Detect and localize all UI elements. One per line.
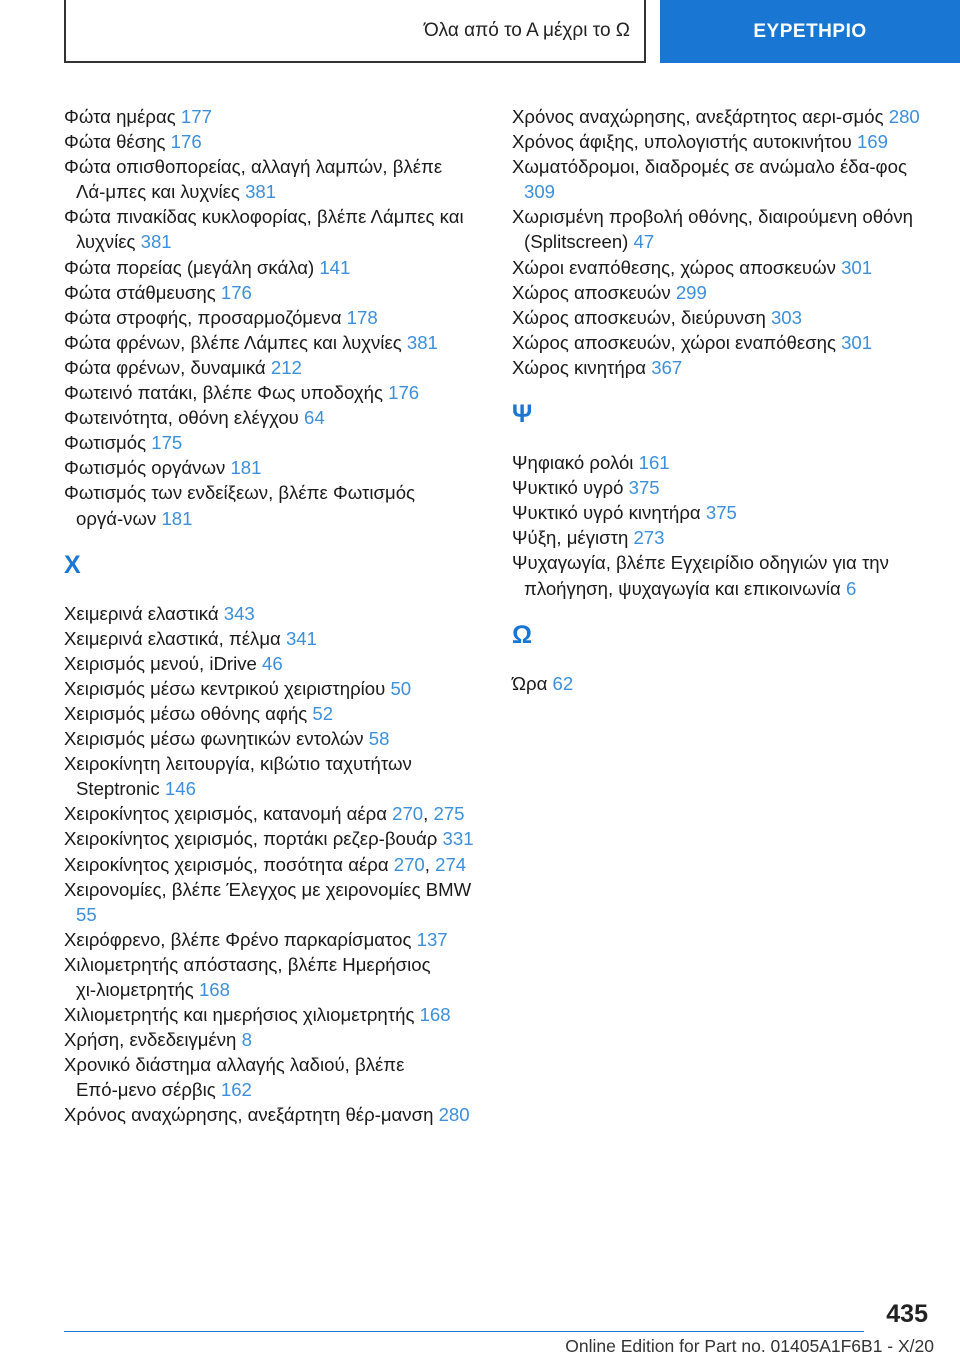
index-entry-text: Χωματόδρομοι, διαδρομές σε ανώμαλο έδα‑φος	[512, 156, 907, 178]
tab-index[interactable]	[660, 0, 960, 63]
page-reference-link[interactable]: 341	[285, 627, 317, 649]
index-entry-text: Χειρόφρενο, βλέπε Φρένο παρκαρίσματος	[64, 928, 417, 950]
index-entry	[64, 701, 484, 726]
index-entry	[64, 826, 484, 851]
index-entry	[512, 355, 932, 380]
page-reference-link[interactable]: 381	[140, 231, 172, 253]
page-number: 435	[886, 1300, 928, 1328]
page-reference-link[interactable]: 273	[633, 527, 665, 549]
index-entry	[64, 104, 484, 129]
index-entry	[64, 380, 484, 405]
page-header	[0, 0, 960, 66]
index-entry	[512, 204, 932, 254]
page-reference-link[interactable]: 177	[180, 106, 212, 127]
index-entry	[512, 129, 932, 154]
index-entry-text: Φωτεινότητα, οθόνη ελέγχου	[64, 407, 305, 429]
index-entry-text: Ψυκτικό υγρό	[512, 477, 629, 499]
index-entry-text: Φώτα στάθμευσης	[64, 281, 221, 303]
index-entry-text: Χρόνος άφιξης, υπολογιστής αυτοκινήτου	[512, 131, 857, 153]
index-entry-text: Χειμερινά ελαστικά, πέλμα	[64, 627, 286, 649]
section-letter-chi: X	[64, 550, 81, 579]
index-entry	[512, 280, 932, 305]
index-entry	[64, 129, 484, 154]
page-ref-separator: ,	[423, 803, 434, 825]
page-reference-link[interactable]: 161	[638, 452, 670, 474]
page-reference-link[interactable]: 275	[433, 803, 465, 825]
page-reference-link[interactable]: 301	[841, 331, 873, 353]
index-entry	[64, 1027, 484, 1052]
index-entry	[64, 751, 484, 801]
page-reference-link[interactable]: 52	[312, 702, 334, 724]
page-reference-link[interactable]: 176	[388, 382, 420, 404]
index-entry	[64, 480, 484, 530]
index-entry-text: Ψύξη, μέγιστη	[512, 527, 634, 549]
index-entry-text: Χώρος κινητήρα	[512, 356, 652, 378]
index-entry-text: Φώτα φρένων, βλέπε Λάμπες και λυχνίες	[64, 331, 407, 353]
index-entry-text: Ψυχαγωγία, βλέπε Εγχειρίδιο οδηγιών για την πλοήγηση, ψυχαγωγία και επικοινωνία	[512, 552, 889, 599]
index-entry-text: Φωτισμός	[64, 432, 152, 454]
index-entry-text: Χώρος αποσκευών, χώροι εναπόθεσης	[512, 331, 842, 353]
page-reference-link[interactable]: 280	[888, 106, 920, 127]
index-entry-text: Χειροκίνητη λειτουργία, κιβώτιο ταχυτήτων Steptronic	[64, 753, 412, 800]
index-entry-text: Ψηφιακό ρολόι	[512, 452, 639, 474]
index-entry-text: Χειρονομίες, βλέπε Έλεγχος με χειρονομίες BMW	[64, 878, 472, 900]
page-ref-separator: ,	[424, 853, 436, 875]
index-entry-text: Ψυκτικό υγρό κινητήρα	[512, 502, 706, 524]
page-reference-link[interactable]: 303	[770, 306, 802, 328]
index-entry-text: Φώτα ημέρας	[64, 106, 181, 127]
tab-a-to-z-label: Όλα από το Α μέχρι το Ω	[423, 19, 630, 41]
index-entry	[64, 626, 484, 651]
index-entry-text: Χειρισμός μενού, iDrive	[64, 652, 263, 674]
entries-omega	[512, 671, 932, 696]
page-reference-link[interactable]: 64	[304, 407, 325, 429]
index-entry	[64, 927, 484, 952]
index-entry-text: Χειρισμός μέσω κεντρικού χειριστηρίου	[64, 677, 391, 699]
index-entry-text: Χρόνος αναχώρησης, ανεξάρτητη θέρ‑μανση	[64, 1104, 439, 1126]
index-entry	[64, 877, 484, 927]
index-entry-text: Φωτισμός οργάνων	[64, 457, 231, 479]
section-letter-omega: Ω	[512, 620, 533, 649]
entries-psi	[512, 450, 932, 601]
index-entry-text: Χειρισμός μέσω φωνητικών εντολών	[64, 728, 369, 750]
index-entry	[512, 450, 932, 475]
page-reference-link[interactable]: 343	[223, 602, 255, 624]
tab-index-label: ΕΥΡΕΤΗΡΙΟ	[753, 20, 867, 42]
page-reference-link[interactable]: 8	[241, 1029, 252, 1051]
index-entry	[64, 1052, 484, 1102]
index-entry-text: Φώτα στροφής, προσαρμοζόμενα	[64, 306, 347, 328]
index-entry	[512, 550, 932, 600]
page-reference-link[interactable]: 367	[651, 356, 683, 378]
index-entry-text: Φωτισμός των ενδείξεων, βλέπε Φωτισμός οργά‑νων	[64, 482, 416, 529]
index-entry-text: Φώτα πινακίδας κυκλοφορίας, βλέπε Λάμπες και λυχνίες	[64, 206, 464, 253]
index-entry	[64, 601, 484, 626]
page-reference-link[interactable]: 331	[442, 828, 474, 850]
index-entry	[64, 430, 484, 455]
index-entry	[512, 154, 932, 204]
index-entry-text: Χειρισμός μέσω οθόνης αφής	[64, 702, 313, 724]
index-entry	[64, 305, 484, 330]
page-reference-link[interactable]: 178	[346, 306, 378, 328]
tab-a-to-z[interactable]	[64, 0, 646, 63]
page-reference-link[interactable]: 168	[198, 979, 230, 1000]
index-column-left	[64, 104, 484, 1128]
page-reference-link[interactable]: 55	[76, 903, 97, 925]
index-entry	[64, 651, 484, 676]
index-entry-text: Φώτα οπισθοπορείας, αλλαγή λαμπών, βλέπε Λά‑μπες και λυχνίες	[64, 156, 443, 203]
index-entry-text: Χωρισμένη προβολή οθόνης, διαιρούμενη οθόνη (Splitscreen)	[512, 206, 914, 253]
index-entry-text: Χειροκίνητος χειρισμός, πορτάκι ρεζερ‑βουάρ	[64, 828, 443, 850]
page-reference-link[interactable]: 162	[220, 1079, 252, 1101]
page-reference-link[interactable]: 58	[368, 728, 390, 750]
index-entry-text: Χειροκίνητος χειρισμός, κατανομή αέρα	[64, 803, 393, 825]
page-reference-link[interactable]: 309	[524, 181, 556, 203]
page-reference-link[interactable]: 137	[416, 928, 448, 950]
index-entry	[512, 500, 932, 525]
page-reference-link[interactable]: 381	[245, 181, 277, 203]
index-entry	[64, 852, 484, 877]
page-reference-link[interactable]: 375	[628, 477, 660, 499]
entries-phi	[64, 104, 484, 531]
page-reference-link[interactable]: 46	[262, 652, 283, 674]
index-entry	[64, 255, 484, 280]
index-entry	[64, 801, 484, 826]
page-reference-link[interactable]: 274	[435, 853, 467, 875]
page-reference-link[interactable]: 176	[170, 131, 202, 153]
index-entry	[64, 455, 484, 480]
page-reference-link[interactable]: 50	[390, 677, 412, 699]
index-entry	[64, 405, 484, 430]
index-entry-text: Χειμερινά ελαστικά	[64, 602, 224, 624]
index-entry	[64, 330, 484, 355]
index-entry	[64, 676, 484, 701]
index-entry	[64, 726, 484, 751]
index-entry-text: Φωτεινό πατάκι, βλέπε Φως υποδοχής	[64, 382, 389, 404]
index-entry	[512, 525, 932, 550]
index-entry-text: Χώρος αποσκευών, διεύρυνση	[512, 306, 771, 328]
page-reference-link[interactable]: 181	[161, 507, 193, 529]
index-entry-text: Φώτα φρένων, δυναμικά	[64, 356, 271, 378]
page-reference-link[interactable]: 280	[438, 1104, 470, 1126]
page-reference-link[interactable]: 47	[633, 231, 655, 253]
page-reference-link[interactable]: 375	[705, 502, 737, 524]
index-column-right	[512, 104, 932, 696]
page-reference-link[interactable]: 175	[151, 432, 183, 454]
page-reference-link[interactable]: 6	[845, 577, 857, 599]
index-entry	[512, 330, 932, 355]
index-entry	[64, 355, 484, 380]
index-entry-text: Χώρος αποσκευών	[512, 281, 676, 303]
page-reference-link[interactable]: 212	[270, 356, 302, 378]
index-entry-text: Φώτα πορείας (μεγάλη σκάλα)	[64, 256, 320, 278]
index-entry	[512, 475, 932, 500]
page-reference-link[interactable]: 141	[319, 256, 351, 278]
index-entry	[64, 280, 484, 305]
page-reference-link[interactable]: 168	[419, 1004, 451, 1026]
page-reference-link[interactable]: 270	[392, 803, 424, 825]
section-letter-psi: Ψ	[512, 400, 533, 429]
footer-divider	[64, 1331, 864, 1332]
entries-chi-continued	[512, 104, 932, 380]
footer-edition: Online Edition for Part no. 01405A1F6B1 - X/20	[565, 1336, 934, 1356]
index-entry-text: Χρονικό διάστημα αλλαγής λαδιού, βλέπε Επό‑μενο σέρβις	[64, 1054, 405, 1101]
page-reference-link[interactable]: 62	[552, 672, 574, 694]
index-entry-text: Χιλιομετρητής απόστασης, βλέπε Ημερήσιος χι‑λιομετρητής	[64, 953, 431, 1000]
index-entry	[512, 104, 932, 129]
index-entry	[64, 204, 484, 254]
index-entry	[512, 255, 932, 280]
index-entry	[64, 154, 484, 204]
page-reference-link[interactable]: 181	[230, 457, 262, 479]
page-reference-link[interactable]: 301	[841, 256, 873, 278]
entries-chi	[64, 601, 484, 1128]
index-entry	[512, 305, 932, 330]
page-reference-link[interactable]: 381	[406, 331, 438, 353]
index-entry-text: Χειροκίνητος χειρισμός, ποσότητα αέρα	[64, 853, 394, 875]
page-reference-link[interactable]: 169	[856, 131, 888, 153]
index-entry	[64, 1002, 484, 1027]
index-entry-text: Ώρα	[512, 672, 553, 694]
index-entry-text: Χρόνος αναχώρησης, ανεξάρτητος αερι‑σμός	[512, 106, 889, 127]
index-entry	[512, 671, 932, 696]
index-entry-text: Φώτα θέσης	[64, 131, 171, 153]
index-entry-text: Χώροι εναπόθεσης, χώρος αποσκευών	[512, 256, 842, 278]
page-reference-link[interactable]: 299	[675, 281, 707, 303]
index-entry	[64, 952, 484, 1002]
page-reference-link[interactable]: 176	[220, 281, 252, 303]
index-entry-text: Χρήση, ενδεδειγμένη	[64, 1029, 242, 1051]
index-entry	[64, 1102, 484, 1127]
page-reference-link[interactable]: 270	[393, 853, 425, 875]
page-reference-link[interactable]: 146	[164, 778, 196, 800]
index-entry-text: Χιλιομετρητής και ημερήσιος χιλιομετρητής	[64, 1004, 420, 1026]
